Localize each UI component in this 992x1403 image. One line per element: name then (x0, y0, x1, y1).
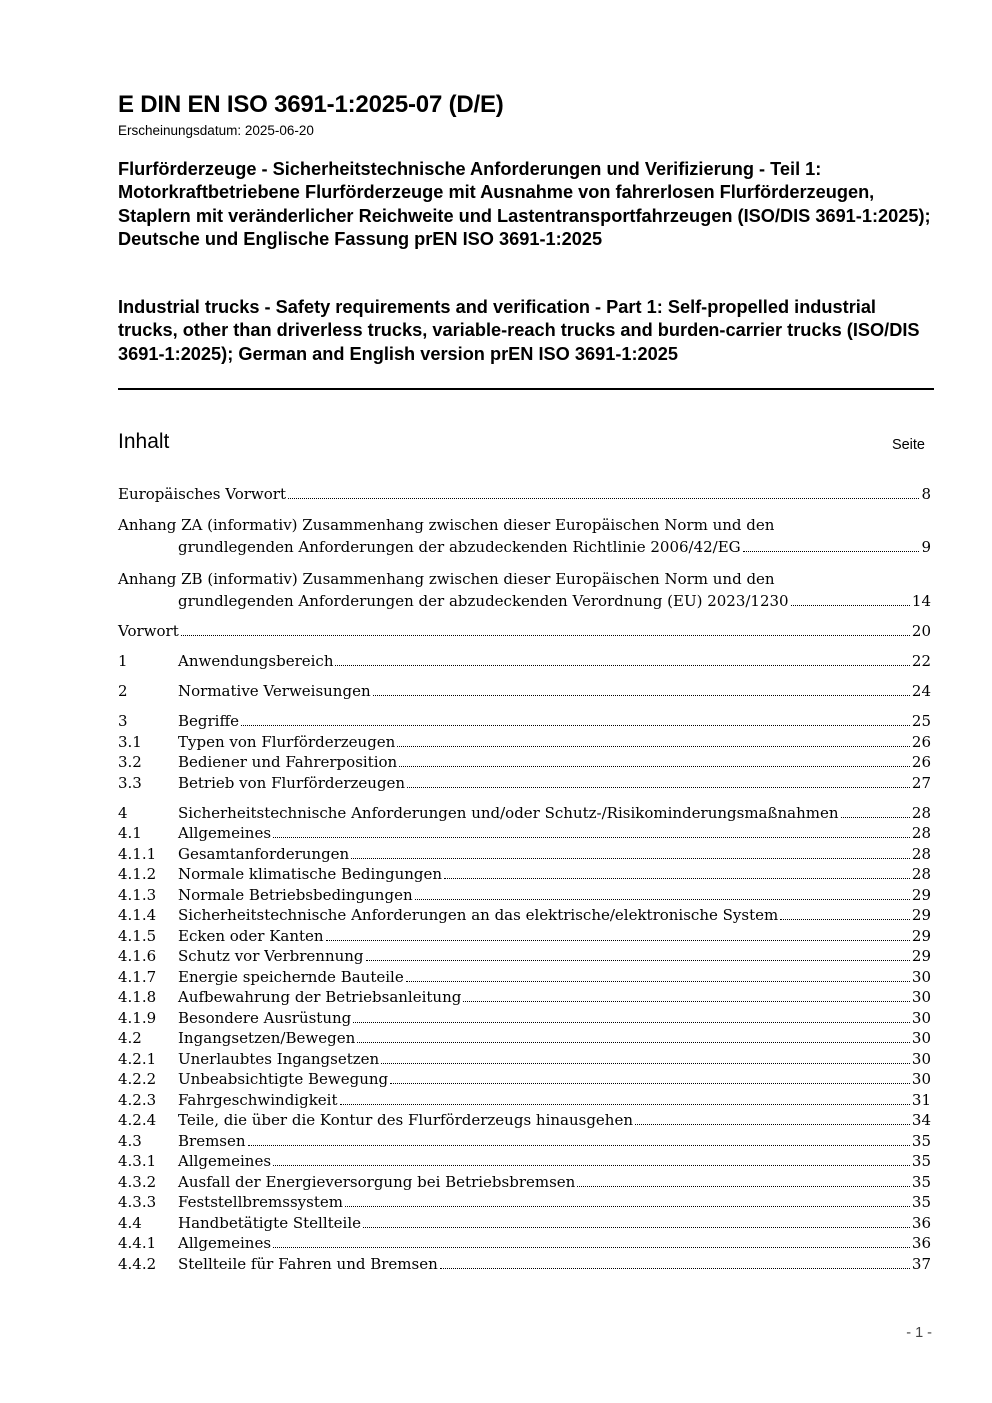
toc-leader-dots (366, 960, 910, 961)
toc-entry-title: Vorwort (118, 622, 179, 640)
toc-entry-section[interactable] (118, 1254, 931, 1275)
toc-leader-dots (635, 1124, 910, 1125)
toc-entry-page: 26 (911, 732, 931, 751)
toc-entry-number: 4.2.4 (118, 1111, 157, 1129)
toc-entry-title: Europäisches Vorwort (118, 485, 286, 503)
toc-entry-title: Betrieb von Flurförderzeugen (178, 773, 406, 792)
toc-entry-number: 4.2.2 (118, 1070, 157, 1088)
toc-entry-annex-za[interactable] (118, 514, 931, 558)
toc-entry-title: Allgemeines (178, 1152, 272, 1170)
toc-leader-dots (363, 1227, 910, 1228)
toc-entry-title: Normale Betriebsbedingungen (178, 885, 413, 904)
toc-leader-dots (743, 551, 920, 552)
toc-entry-number: 4.1.7 (118, 967, 157, 986)
table-of-contents (118, 484, 931, 1274)
toc-entry-title: Ecken oder Kanten (178, 926, 324, 945)
page-number: - 1 - (906, 1325, 932, 1341)
toc-leader-dots (415, 899, 910, 900)
toc-entry-section[interactable] (118, 987, 931, 1008)
toc-entry-title: Unerlaubtes Ingangsetzen (178, 1049, 380, 1068)
toc-entry-page: 28 (911, 803, 931, 822)
toc-leader-dots (463, 1001, 910, 1002)
toc-entry-section[interactable] (118, 1131, 931, 1152)
toc-entry-page: 27 (911, 773, 931, 792)
toc-entry-number: 3.2 (118, 753, 142, 771)
toc-leader-dots (241, 725, 910, 726)
toc-entry-number: 4.1.9 (118, 1008, 157, 1027)
toc-entry-number: 4.1.2 (118, 865, 157, 883)
toc-entry-number: 4.3 (118, 1131, 142, 1150)
toc-leader-dots (273, 1165, 910, 1166)
toc-entry-title: Ausfall der Energieversorgung bei Betriebsbremsen (178, 1172, 576, 1191)
toc-entry-title: Bremsen (178, 1131, 246, 1150)
toc-entry-section[interactable] (118, 844, 931, 865)
toc-entry-title: Handbetätigte Stellteile (178, 1213, 361, 1232)
toc-entry-page: 29 (911, 947, 931, 965)
toc-entry-page: 30 (911, 1008, 931, 1027)
toc-entry-section[interactable] (118, 967, 931, 988)
toc-entry-number: 4.3.2 (118, 1172, 157, 1191)
toc-entry-number: 4.4 (118, 1213, 142, 1232)
toc-leader-dots (340, 1104, 910, 1105)
toc-entry-title: Normale klimatische Bedingungen (178, 865, 443, 883)
toc-entry-section[interactable] (118, 732, 931, 753)
toc-leader-dots (351, 858, 910, 859)
toc-entry-page: 35 (911, 1152, 931, 1170)
toc-leader-dots (407, 787, 910, 788)
toc-entry-number: 3.1 (118, 732, 142, 751)
toc-leader-dots (780, 919, 910, 920)
toc-leader-dots (181, 635, 910, 636)
toc-entry-number: 1 (118, 652, 128, 670)
toc-entry-title: Teile, die über die Kontur des Flurförderzeugs hinausgehen (178, 1111, 634, 1129)
toc-entry-annex-zb[interactable] (118, 568, 931, 612)
toc-entry-section[interactable] (118, 1192, 931, 1213)
toc-leader-dots (353, 1022, 910, 1023)
toc-entry-title: Bediener und Fahrerposition (178, 753, 398, 771)
toc-entry-section[interactable] (118, 823, 931, 844)
toc-entry-section[interactable] (118, 1233, 931, 1254)
header-divider (118, 388, 934, 390)
publication-date: Erscheinungsdatum: 2025-06-20 (118, 123, 314, 138)
toc-entry-title: Fahrgeschwindigkeit (178, 1090, 338, 1109)
toc-entry-title: Sicherheitstechnische Anforderungen und/oder Schutz-/Risikominderungsmaßnahmen (178, 803, 839, 822)
toc-entry-section[interactable] (118, 681, 931, 702)
toc-entry-section[interactable] (118, 1028, 931, 1049)
toc-entry-page: 30 (911, 967, 931, 986)
toc-entry-page: 25 (911, 712, 931, 730)
toc-entry-number: 4.2.1 (118, 1049, 157, 1068)
toc-entry-number: 4.1.5 (118, 926, 157, 945)
toc-entry-number: 4.1.1 (118, 844, 157, 863)
toc-leader-dots (273, 837, 910, 838)
toc-entry-title: Ingangsetzen/Bewegen (178, 1029, 356, 1047)
toc-entry-number: 4.1.3 (118, 885, 157, 904)
toc-entry-section[interactable] (118, 926, 931, 947)
toc-entry-title: Energie speichernde Bauteile (178, 967, 404, 986)
toc-leader-dots (381, 1063, 910, 1064)
toc-entry-title: Anwendungsbereich (178, 652, 334, 670)
toc-entry-title: Normative Verweisungen (178, 682, 371, 700)
toc-entry-page: 31 (911, 1090, 931, 1109)
toc-leader-dots (399, 766, 910, 767)
toc-entry-title: Feststellbremssystem (178, 1193, 343, 1211)
toc-page-column-label: Seite (891, 437, 925, 453)
toc-entry-number: 4.3.3 (118, 1193, 157, 1211)
toc-entry-page: 28 (911, 865, 931, 883)
toc-leader-dots (288, 498, 919, 499)
toc-entry-title: Anhang ZA (informativ) Zusammenhang zwischen dieser Europäischen Norm und den (118, 516, 775, 534)
toc-entry-number: 2 (118, 682, 128, 700)
toc-leader-dots (791, 605, 910, 606)
toc-leader-dots (577, 1186, 910, 1187)
toc-entry-number: 4.3.1 (118, 1152, 157, 1170)
toc-entry-number: 4.4.2 (118, 1254, 157, 1273)
title-english: Industrial trucks - Safety requirements and verification - Part 1: Self-propelled industrial trucks, other than driverless trucks, variable-reach trucks and burden-carrier trucks (ISO/DIS 3691-1:2025); German and English version prEN ISO 3691-1:2025 (118, 297, 920, 364)
toc-leader-dots (444, 878, 910, 879)
toc-entry-number: 3 (118, 712, 128, 730)
toc-heading: Inhalt (118, 430, 170, 453)
toc-entry-section[interactable] (118, 1069, 931, 1090)
toc-entry-section[interactable] (118, 1151, 931, 1172)
toc-leader-dots (841, 817, 910, 818)
toc-leader-dots (357, 1042, 910, 1043)
toc-entry-section[interactable] (118, 651, 931, 672)
toc-leader-dots (390, 1083, 910, 1084)
toc-entry-number: 4.1.8 (118, 988, 157, 1006)
toc-entry-title: Anhang ZB (informativ) Zusammenhang zwischen dieser Europäischen Norm und den (118, 569, 775, 588)
toc-leader-dots (440, 1268, 910, 1269)
toc-entry-page: 30 (911, 1029, 931, 1047)
toc-entry-page: 34 (911, 1111, 931, 1129)
toc-entry-number: 4.1.4 (118, 906, 157, 924)
toc-entry-number: 3.3 (118, 773, 142, 792)
toc-entry-section[interactable] (118, 1110, 931, 1131)
toc-entry-title: Aufbewahrung der Betriebsanleitung (178, 988, 462, 1006)
toc-entry-number: 4.4.1 (118, 1234, 157, 1252)
toc-entry-page: 28 (911, 844, 931, 863)
toc-entry-section[interactable] (118, 885, 931, 906)
toc-entry-title: Unbeabsichtigte Bewegung (178, 1070, 389, 1088)
toc-entry-section[interactable] (118, 752, 931, 773)
toc-entry-page: 20 (911, 622, 931, 640)
toc-entry-section[interactable] (118, 1090, 931, 1111)
toc-entry-section[interactable] (118, 1049, 931, 1070)
toc-entry-page: 24 (911, 682, 931, 700)
toc-entry-title: Gesamtanforderungen (178, 844, 350, 863)
toc-entry-title: Schutz vor Verbrennung (178, 947, 364, 965)
toc-leader-dots (345, 1206, 910, 1207)
toc-entry-title: Stellteile für Fahren und Bremsen (178, 1254, 438, 1273)
toc-entry-number: 4.1 (118, 824, 142, 842)
toc-entry-page: 35 (911, 1172, 931, 1191)
toc-entry-section[interactable] (118, 905, 931, 926)
toc-entry-title: Typen von Flurförderzeugen (178, 732, 396, 751)
toc-entry-section[interactable] (118, 1213, 931, 1234)
toc-leader-dots (335, 665, 909, 666)
toc-entry-page: 29 (911, 906, 931, 924)
toc-leader-dots (248, 1145, 910, 1146)
toc-entry-title-continued: grundlegenden Anforderungen der abzudeckenden Verordnung (EU) 2023/1230 (178, 591, 789, 610)
toc-entry-title: Begriffe (178, 712, 240, 730)
toc-entry-number: 4.2 (118, 1029, 142, 1047)
toc-entry-page: 36 (911, 1234, 931, 1252)
toc-entry-page: 26 (911, 753, 931, 771)
toc-entry-title: Sicherheitstechnische Anforderungen an das elektrische/elektronische System (178, 906, 779, 924)
toc-entry-page: 9 (921, 538, 931, 556)
toc-entry-section[interactable] (118, 864, 931, 885)
toc-entry-title-continued: grundlegenden Anforderungen der abzudeckenden Richtlinie 2006/42/EG (178, 538, 741, 556)
toc-entry-section[interactable] (118, 946, 931, 967)
toc-entry-page: 28 (911, 824, 931, 842)
toc-entry-page: 22 (911, 652, 931, 670)
toc-entry-page: 35 (911, 1193, 931, 1211)
toc-entry-europaeisches-vorwort[interactable] (118, 484, 931, 505)
toc-entry-page: 30 (911, 1049, 931, 1068)
toc-entry-page: 36 (911, 1213, 931, 1232)
toc-entry-title: Allgemeines (178, 824, 272, 842)
toc-sections (118, 651, 931, 1274)
toc-entry-title: Besondere Ausrüstung (178, 1008, 352, 1027)
toc-entry-page: 29 (911, 885, 931, 904)
toc-entry-section[interactable] (118, 1172, 931, 1193)
document-id: E DIN EN ISO 3691-1:2025-07 (D/E) (118, 91, 504, 118)
toc-entry-page: 30 (911, 1070, 931, 1088)
toc-leader-dots (397, 746, 910, 747)
toc-leader-dots (273, 1247, 910, 1248)
toc-entry-number: 4.2.3 (118, 1090, 157, 1109)
toc-entry-page: 8 (921, 485, 931, 503)
toc-leader-dots (326, 940, 910, 941)
toc-entry-section[interactable] (118, 711, 931, 732)
toc-entry-page: 37 (911, 1254, 931, 1273)
toc-leader-dots (406, 981, 910, 982)
toc-entry-section[interactable] (118, 803, 931, 824)
toc-entry-page: 14 (911, 591, 931, 610)
toc-entry-section[interactable] (118, 1008, 931, 1029)
toc-entry-section[interactable] (118, 773, 931, 794)
toc-leader-dots (373, 695, 910, 696)
toc-entry-page: 30 (911, 988, 931, 1006)
toc-entry-number: 4 (118, 803, 128, 822)
title-german: Flurförderzeuge - Sicherheitstechnische Anforderungen und Verifizierung - Teil 1: Motorkraftbetriebene Flurförderzeuge mit Ausnahme von fahrerlosen Flurförderzeugen, Staplern mit veränderlicher Reichweite und Lastentransportfahrzeugen (ISO/DIS 3691-1:2025); Deutsche und Englische Fassung prEN ISO 3691-1:2025 (118, 159, 931, 249)
toc-entry-vorwort[interactable] (118, 621, 931, 642)
toc-entry-page: 29 (911, 926, 931, 945)
toc-entry-title: Allgemeines (178, 1234, 272, 1252)
toc-entry-page: 35 (911, 1131, 931, 1150)
toc-entry-number: 4.1.6 (118, 947, 157, 965)
